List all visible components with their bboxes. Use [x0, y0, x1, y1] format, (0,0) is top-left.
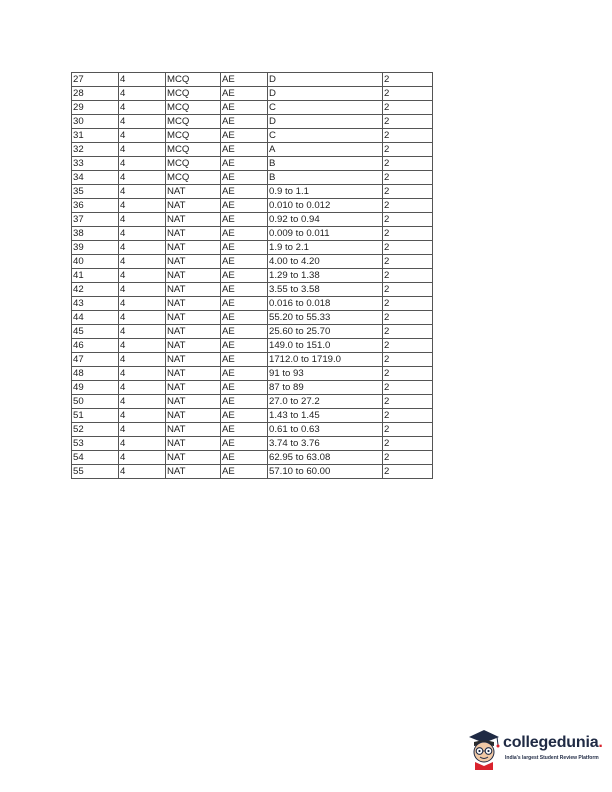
question-type-cell: NAT	[166, 311, 221, 325]
question-number-cell: 31	[72, 129, 119, 143]
question-number-cell: 28	[72, 87, 119, 101]
question-type-cell: NAT	[166, 437, 221, 451]
subject-code-cell: AE	[221, 129, 268, 143]
marks-cell: 2	[383, 115, 433, 129]
marks-cell: 2	[383, 409, 433, 423]
question-number-cell: 37	[72, 213, 119, 227]
question-number-cell: 36	[72, 199, 119, 213]
table-row	[72, 185, 433, 199]
table-row	[72, 423, 433, 437]
subject-code-cell: AE	[221, 465, 268, 479]
marks-cell: 2	[383, 367, 433, 381]
section-cell: 4	[119, 199, 166, 213]
marks-cell: 2	[383, 241, 433, 255]
question-number-cell: 34	[72, 171, 119, 185]
question-number-cell: 30	[72, 115, 119, 129]
question-type-cell: NAT	[166, 199, 221, 213]
section-cell: 4	[119, 423, 166, 437]
subject-code-cell: AE	[221, 157, 268, 171]
table-row	[72, 241, 433, 255]
subject-code-cell: AE	[221, 395, 268, 409]
answer-key-cell: 1.29 to 1.38	[268, 269, 383, 283]
subject-code-cell: AE	[221, 283, 268, 297]
table-row	[72, 129, 433, 143]
answer-key-cell: 0.010 to 0.012	[268, 199, 383, 213]
marks-cell: 2	[383, 311, 433, 325]
subject-code-cell: AE	[221, 381, 268, 395]
table-row	[72, 143, 433, 157]
subject-code-cell: AE	[221, 423, 268, 437]
subject-code-cell: AE	[221, 241, 268, 255]
question-number-cell: 51	[72, 409, 119, 423]
table-row	[72, 157, 433, 171]
section-cell: 4	[119, 171, 166, 185]
section-cell: 4	[119, 255, 166, 269]
subject-code-cell: AE	[221, 409, 268, 423]
subject-code-cell: AE	[221, 185, 268, 199]
marks-cell: 2	[383, 101, 433, 115]
subject-code-cell: AE	[221, 73, 268, 87]
subject-code-cell: AE	[221, 339, 268, 353]
marks-cell: 2	[383, 73, 433, 87]
table-row	[72, 101, 433, 115]
marks-cell: 2	[383, 283, 433, 297]
subject-code-cell: AE	[221, 325, 268, 339]
answer-key-cell: 27.0 to 27.2	[268, 395, 383, 409]
question-number-cell: 48	[72, 367, 119, 381]
table-row	[72, 451, 433, 465]
question-type-cell: NAT	[166, 325, 221, 339]
question-number-cell: 45	[72, 325, 119, 339]
section-cell: 4	[119, 297, 166, 311]
question-type-cell: MCQ	[166, 171, 221, 185]
answer-key-body	[72, 73, 433, 479]
marks-cell: 2	[383, 297, 433, 311]
section-cell: 4	[119, 283, 166, 297]
section-cell: 4	[119, 87, 166, 101]
table-row	[72, 115, 433, 129]
question-type-cell: NAT	[166, 451, 221, 465]
subject-code-cell: AE	[221, 437, 268, 451]
subject-code-cell: AE	[221, 367, 268, 381]
marks-cell: 2	[383, 157, 433, 171]
question-number-cell: 39	[72, 241, 119, 255]
table-row	[72, 255, 433, 269]
marks-cell: 2	[383, 185, 433, 199]
table-row	[72, 381, 433, 395]
question-type-cell: MCQ	[166, 157, 221, 171]
student-mascot-icon	[466, 728, 502, 770]
question-number-cell: 38	[72, 227, 119, 241]
marks-cell: 2	[383, 269, 433, 283]
subject-code-cell: AE	[221, 311, 268, 325]
question-number-cell: 40	[72, 255, 119, 269]
question-type-cell: NAT	[166, 353, 221, 367]
question-type-cell: MCQ	[166, 73, 221, 87]
table-row	[72, 325, 433, 339]
question-number-cell: 50	[72, 395, 119, 409]
question-type-cell: NAT	[166, 339, 221, 353]
section-cell: 4	[119, 73, 166, 87]
question-type-cell: MCQ	[166, 101, 221, 115]
answer-key-cell: B	[268, 171, 383, 185]
question-number-cell: 35	[72, 185, 119, 199]
section-cell: 4	[119, 353, 166, 367]
marks-cell: 2	[383, 437, 433, 451]
question-number-cell: 27	[72, 73, 119, 87]
table-row	[72, 437, 433, 451]
answer-key-cell: C	[268, 129, 383, 143]
answer-key-cell: D	[268, 73, 383, 87]
answer-key-cell: 0.009 to 0.011	[268, 227, 383, 241]
answer-key-cell: A	[268, 143, 383, 157]
subject-code-cell: AE	[221, 269, 268, 283]
section-cell: 4	[119, 325, 166, 339]
table-row	[72, 73, 433, 87]
section-cell: 4	[119, 157, 166, 171]
answer-key-cell: 1712.0 to 1719.0	[268, 353, 383, 367]
section-cell: 4	[119, 241, 166, 255]
question-number-cell: 47	[72, 353, 119, 367]
question-number-cell: 54	[72, 451, 119, 465]
question-type-cell: MCQ	[166, 87, 221, 101]
answer-key-cell: D	[268, 87, 383, 101]
marks-cell: 2	[383, 129, 433, 143]
marks-cell: 2	[383, 339, 433, 353]
question-number-cell: 41	[72, 269, 119, 283]
answer-key-cell: 87 to 89	[268, 381, 383, 395]
question-type-cell: NAT	[166, 213, 221, 227]
section-cell: 4	[119, 213, 166, 227]
table-row	[72, 409, 433, 423]
section-cell: 4	[119, 437, 166, 451]
answer-key-cell: 62.95 to 63.08	[268, 451, 383, 465]
answer-key-cell: 0.61 to 0.63	[268, 423, 383, 437]
question-type-cell: NAT	[166, 185, 221, 199]
marks-cell: 2	[383, 87, 433, 101]
marks-cell: 2	[383, 465, 433, 479]
table-row	[72, 199, 433, 213]
question-number-cell: 33	[72, 157, 119, 171]
question-number-cell: 55	[72, 465, 119, 479]
question-type-cell: NAT	[166, 423, 221, 437]
question-type-cell: MCQ	[166, 143, 221, 157]
section-cell: 4	[119, 451, 166, 465]
question-type-cell: NAT	[166, 269, 221, 283]
subject-code-cell: AE	[221, 255, 268, 269]
answer-key-cell: 3.74 to 3.76	[268, 437, 383, 451]
question-number-cell: 46	[72, 339, 119, 353]
answer-key-table	[71, 72, 433, 479]
question-type-cell: MCQ	[166, 115, 221, 129]
section-cell: 4	[119, 227, 166, 241]
table-row	[72, 297, 433, 311]
subject-code-cell: AE	[221, 115, 268, 129]
question-number-cell: 42	[72, 283, 119, 297]
question-type-cell: NAT	[166, 367, 221, 381]
answer-key-cell: B	[268, 157, 383, 171]
question-type-cell: NAT	[166, 297, 221, 311]
table-row	[72, 171, 433, 185]
subject-code-cell: AE	[221, 227, 268, 241]
section-cell: 4	[119, 367, 166, 381]
answer-key-cell: 0.016 to 0.018	[268, 297, 383, 311]
table-row	[72, 227, 433, 241]
marks-cell: 2	[383, 395, 433, 409]
marks-cell: 2	[383, 451, 433, 465]
answer-key-cell: 0.92 to 0.94	[268, 213, 383, 227]
question-number-cell: 49	[72, 381, 119, 395]
table-row	[72, 353, 433, 367]
answer-key-cell: 55.20 to 55.33	[268, 311, 383, 325]
subject-code-cell: AE	[221, 87, 268, 101]
marks-cell: 2	[383, 143, 433, 157]
marks-cell: 2	[383, 199, 433, 213]
subject-code-cell: AE	[221, 297, 268, 311]
answer-key-cell: 25.60 to 25.70	[268, 325, 383, 339]
section-cell: 4	[119, 465, 166, 479]
answer-key-cell: 0.9 to 1.1	[268, 185, 383, 199]
question-type-cell: NAT	[166, 227, 221, 241]
marks-cell: 2	[383, 423, 433, 437]
section-cell: 4	[119, 115, 166, 129]
marks-cell: 2	[383, 213, 433, 227]
answer-key-cell: D	[268, 115, 383, 129]
collegedunia-logo	[466, 724, 606, 774]
question-type-cell: NAT	[166, 241, 221, 255]
question-type-cell: MCQ	[166, 129, 221, 143]
subject-code-cell: AE	[221, 143, 268, 157]
table-row	[72, 213, 433, 227]
subject-code-cell: AE	[221, 101, 268, 115]
table-row	[72, 367, 433, 381]
answer-key-cell: 1.43 to 1.45	[268, 409, 383, 423]
subject-code-cell: AE	[221, 213, 268, 227]
question-type-cell: NAT	[166, 255, 221, 269]
section-cell: 4	[119, 409, 166, 423]
marks-cell: 2	[383, 353, 433, 367]
question-type-cell: NAT	[166, 283, 221, 297]
section-cell: 4	[119, 101, 166, 115]
table-row	[72, 311, 433, 325]
answer-key-cell: 3.55 to 3.58	[268, 283, 383, 297]
table-row	[72, 395, 433, 409]
subject-code-cell: AE	[221, 199, 268, 213]
marks-cell: 2	[383, 227, 433, 241]
question-type-cell: NAT	[166, 381, 221, 395]
question-type-cell: NAT	[166, 465, 221, 479]
section-cell: 4	[119, 395, 166, 409]
marks-cell: 2	[383, 381, 433, 395]
question-number-cell: 52	[72, 423, 119, 437]
question-number-cell: 44	[72, 311, 119, 325]
marks-cell: 2	[383, 255, 433, 269]
subject-code-cell: AE	[221, 353, 268, 367]
section-cell: 4	[119, 339, 166, 353]
table-row	[72, 339, 433, 353]
subject-code-cell: AE	[221, 451, 268, 465]
table-row	[72, 87, 433, 101]
table-row	[72, 269, 433, 283]
question-number-cell: 29	[72, 101, 119, 115]
answer-key-cell: 149.0 to 151.0	[268, 339, 383, 353]
brand-name: collegedunia.	[503, 734, 603, 751]
section-cell: 4	[119, 143, 166, 157]
question-number-cell: 53	[72, 437, 119, 451]
answer-key-cell: 4.00 to 4.20	[268, 255, 383, 269]
answer-key-cell: 1.9 to 2.1	[268, 241, 383, 255]
table-row	[72, 283, 433, 297]
marks-cell: 2	[383, 171, 433, 185]
section-cell: 4	[119, 129, 166, 143]
question-type-cell: NAT	[166, 395, 221, 409]
subject-code-cell: AE	[221, 171, 268, 185]
section-cell: 4	[119, 311, 166, 325]
brand-tagline: India's largest Student Review Platform	[505, 755, 599, 761]
question-number-cell: 32	[72, 143, 119, 157]
marks-cell: 2	[383, 325, 433, 339]
answer-key-cell: C	[268, 101, 383, 115]
answer-key-cell: 57.10 to 60.00	[268, 465, 383, 479]
section-cell: 4	[119, 185, 166, 199]
section-cell: 4	[119, 381, 166, 395]
table-row	[72, 465, 433, 479]
answer-key-cell: 91 to 93	[268, 367, 383, 381]
section-cell: 4	[119, 269, 166, 283]
question-number-cell: 43	[72, 297, 119, 311]
question-type-cell: NAT	[166, 409, 221, 423]
